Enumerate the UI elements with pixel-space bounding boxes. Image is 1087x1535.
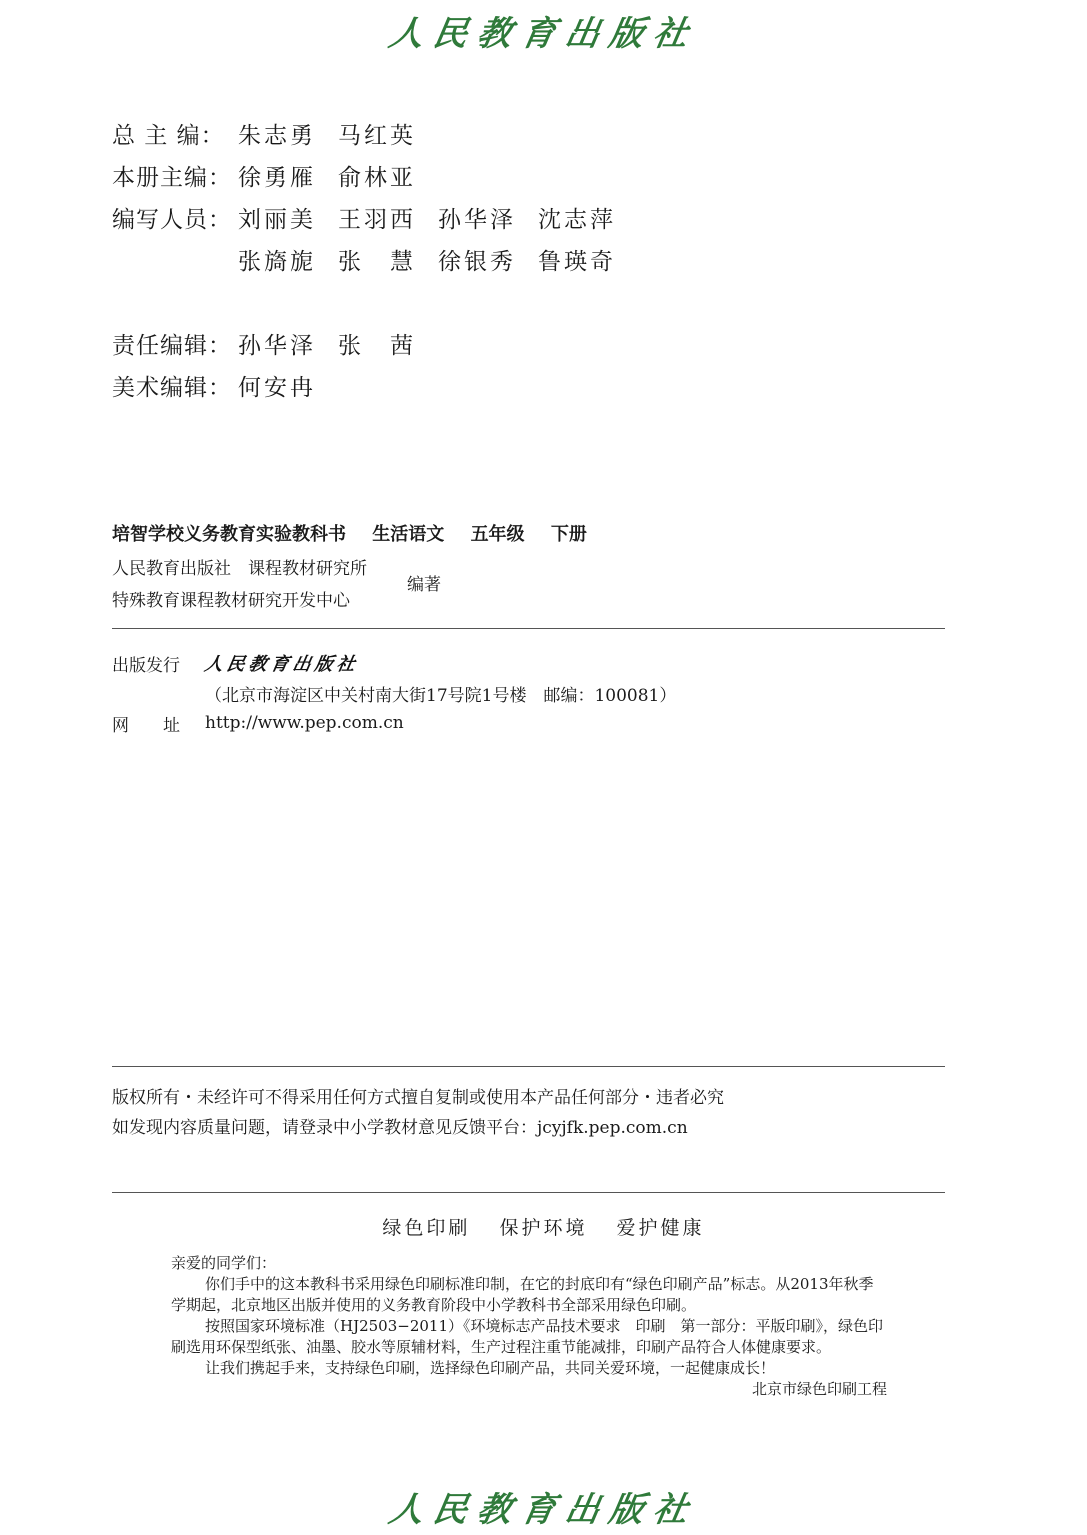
credit-name: 鲁瑛奇 <box>538 248 616 275</box>
letter-signature: 北京市绿色印刷工程 <box>751 1380 887 1398</box>
compiler-role: 编著 <box>407 575 441 595</box>
credit-name: 俞林亚 <box>338 164 416 191</box>
credit-row-writers <box>112 196 638 238</box>
divider <box>112 628 945 629</box>
credit-name: 张 慧 <box>338 248 416 275</box>
book-subject: 生活语文 <box>372 524 445 545</box>
green-printing-letter <box>171 1253 887 1400</box>
credit-role: 美术编辑： <box>112 374 232 401</box>
credit-role: 责任编辑： <box>112 332 232 359</box>
credit-name: 孙华泽 <box>238 332 316 359</box>
copyright-notice <box>112 1083 724 1143</box>
letter-paragraph: 你们手中的这本教科书采用绿色印刷标准印制，在它的封底印有“绿色印刷产品”标志。从2013年秋季学期起，北京地区出版并使用的义务教育阶段中小学教科书全部采用绿色印刷。 <box>171 1275 874 1314</box>
credit-name: 朱志勇 <box>238 122 316 149</box>
credit-role: 总 主 编： <box>112 122 225 149</box>
compiler-org-2: 特殊教育课程教材研究开发中心 <box>112 591 350 611</box>
slogan: 保护环境 <box>499 1217 588 1239</box>
credit-name: 何安冉 <box>238 374 316 401</box>
publication-info <box>112 648 676 738</box>
credit-row-chief-editor <box>112 112 638 154</box>
book-volume: 下册 <box>550 524 587 545</box>
letter-greeting: 亲爱的同学们： <box>171 1254 277 1272</box>
publisher-logo-top <box>0 6 1087 55</box>
book-title <box>112 520 607 546</box>
credit-row-responsible-editor <box>112 322 638 364</box>
green-printing-slogan <box>0 1213 1087 1240</box>
credit-row-writers-cont <box>112 238 638 280</box>
publisher-address: （北京市海淀区中关村南大街17号院1号楼 邮编：100081） <box>205 685 677 706</box>
slogan: 绿色印刷 <box>382 1217 471 1239</box>
compiler-org-1: 人民教育出版社 课程教材研究所 <box>112 559 367 579</box>
credit-name: 徐银秀 <box>438 248 516 275</box>
credit-name: 张旖旎 <box>238 248 316 275</box>
credit-name: 孙华泽 <box>438 206 516 233</box>
publisher-logo-text: 人民教育出版社 <box>385 1490 701 1530</box>
credit-row-art-editor <box>112 364 638 406</box>
credit-name: 沈志萍 <box>538 206 616 233</box>
publisher-logo-text: 人民教育出版社 <box>385 14 701 54</box>
website-label: 网址 <box>112 715 214 736</box>
credit-name: 徐勇雁 <box>238 164 316 191</box>
credit-row-volume-editor <box>112 154 638 196</box>
credit-name: 张 茜 <box>338 332 416 359</box>
book-grade: 五年级 <box>470 524 525 545</box>
divider <box>112 1066 945 1067</box>
compilers-block <box>112 553 441 617</box>
credit-name: 王羽西 <box>338 206 416 233</box>
credits-block <box>112 112 638 406</box>
issuer-label: 出版发行 <box>112 655 180 676</box>
credit-name: 马红英 <box>338 122 416 149</box>
letter-paragraph: 让我们携起手来，支持绿色印刷，选择绿色印刷产品，共同关爱环境，一起健康成长！ <box>205 1359 776 1377</box>
credit-role: 编写人员： <box>112 206 232 233</box>
copyright-text: 版权所有・未经许可不得采用任何方式擅自复制或使用本产品任何部分・违者必究 <box>112 1088 724 1108</box>
feedback-text: 如发现内容质量问题，请登录中小学教材意见反馈平台：jcyjfk.pep.com.cn <box>112 1118 688 1138</box>
credit-name: 刘丽美 <box>238 206 316 233</box>
credit-role: 本册主编： <box>112 164 232 191</box>
issuer-logo: 人民教育出版社 <box>202 654 361 675</box>
publisher-logo-bottom <box>0 1482 1087 1531</box>
slogan: 爱护健康 <box>616 1217 705 1239</box>
divider <box>112 1192 945 1193</box>
book-series: 培智学校义务教育实验教科书 <box>112 524 346 545</box>
letter-paragraph: 按照国家环境标准（HJ2503−2011）《环境标志产品技术要求 印刷 第一部分：平版印刷》，绿色印刷选用环保型纸张、油墨、胶水等原辅材料，生产过程注重节能减排，印刷产品符合人体健康要求。 <box>171 1317 884 1356</box>
website-link[interactable]: http://www.pep.com.cn <box>205 713 404 733</box>
